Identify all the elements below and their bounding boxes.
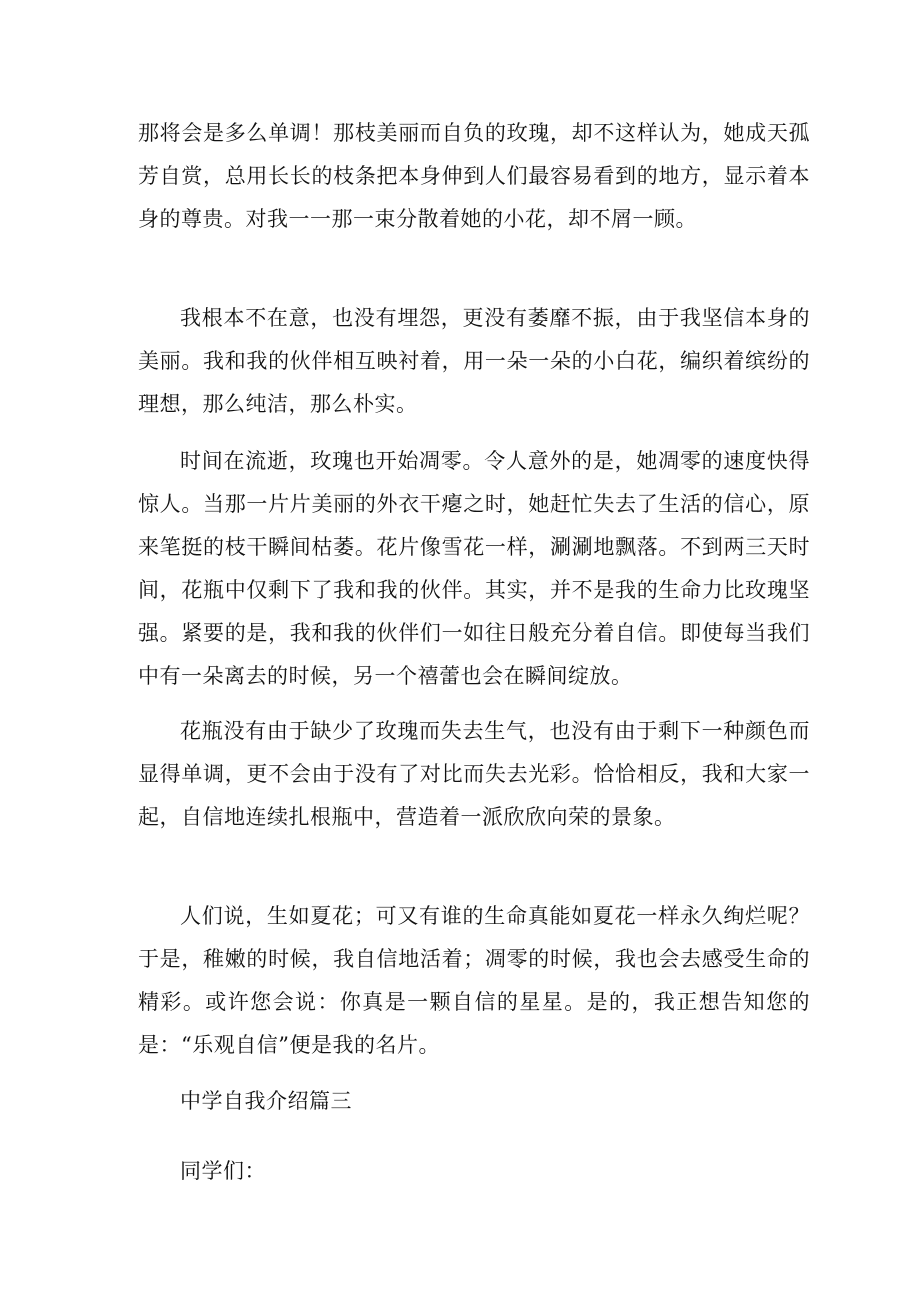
paragraph-2: 我根本不在意，也没有埋怨，更没有萎靡不振，由于我坚信本身的美丽。我和我的伙伴相互映衬着，用一朵一朵的小白花，编织着缤纷的理想，那么纯洁，那么朴实。: [138, 306, 810, 416]
paragraph-5: 人们说，生如夏花；可又有谁的生命真能如夏花一样永久绚烂呢？于是，稚嫩的时候，我自信地活着；凋零的时候，我也会去感受生命的精彩。或许您会说：你真是一颗自信的星星。是的，我正想告知您的是：“乐观自信”便是我的名片。: [138, 904, 810, 1057]
paragraph-1: 那将会是多么单调！那枝美丽而自负的玫瑰，却不这样认为，她成天孤芳自赏，总用长长的枝条把本身伸到人们最容易看到的地方，显示着本身的尊贵。对我一一那一束分散着她的小花，却不屑一顾。: [138, 121, 810, 231]
section-heading: 中学自我介绍篇三: [180, 1089, 352, 1113]
salutation: 同学们：: [180, 1159, 266, 1183]
paragraph-3: 时间在流逝，玫瑰也开始凋零。令人意外的是，她凋零的速度快得惊人。当那一片片美丽的外衣干瘪之时，她赶忙失去了生活的信心，原来笔挺的枝干瞬间枯萎。花片像雪花一样，涮涮地飘落。不到两三天时间，花瓶中仅剩下了我和我的伙伴。其实，并不是我的生命力比玫瑰坚强。紧要的是，我和我的伙伴们一如往日般充分着自信。即使每当我们中有一朵离去的时候，另一个禧蕾也会在瞬间绽放。: [138, 449, 810, 688]
paragraph-4: 花瓶没有由于缺少了玫瑰而失去生气，也没有由于剩下一种颜色而显得单调，更不会由于没有了对比而失去光彩。恰恰相反，我和大家一起，自信地连续扎根瓶中，营造着一派欣欣向荣的景象。: [138, 719, 810, 829]
